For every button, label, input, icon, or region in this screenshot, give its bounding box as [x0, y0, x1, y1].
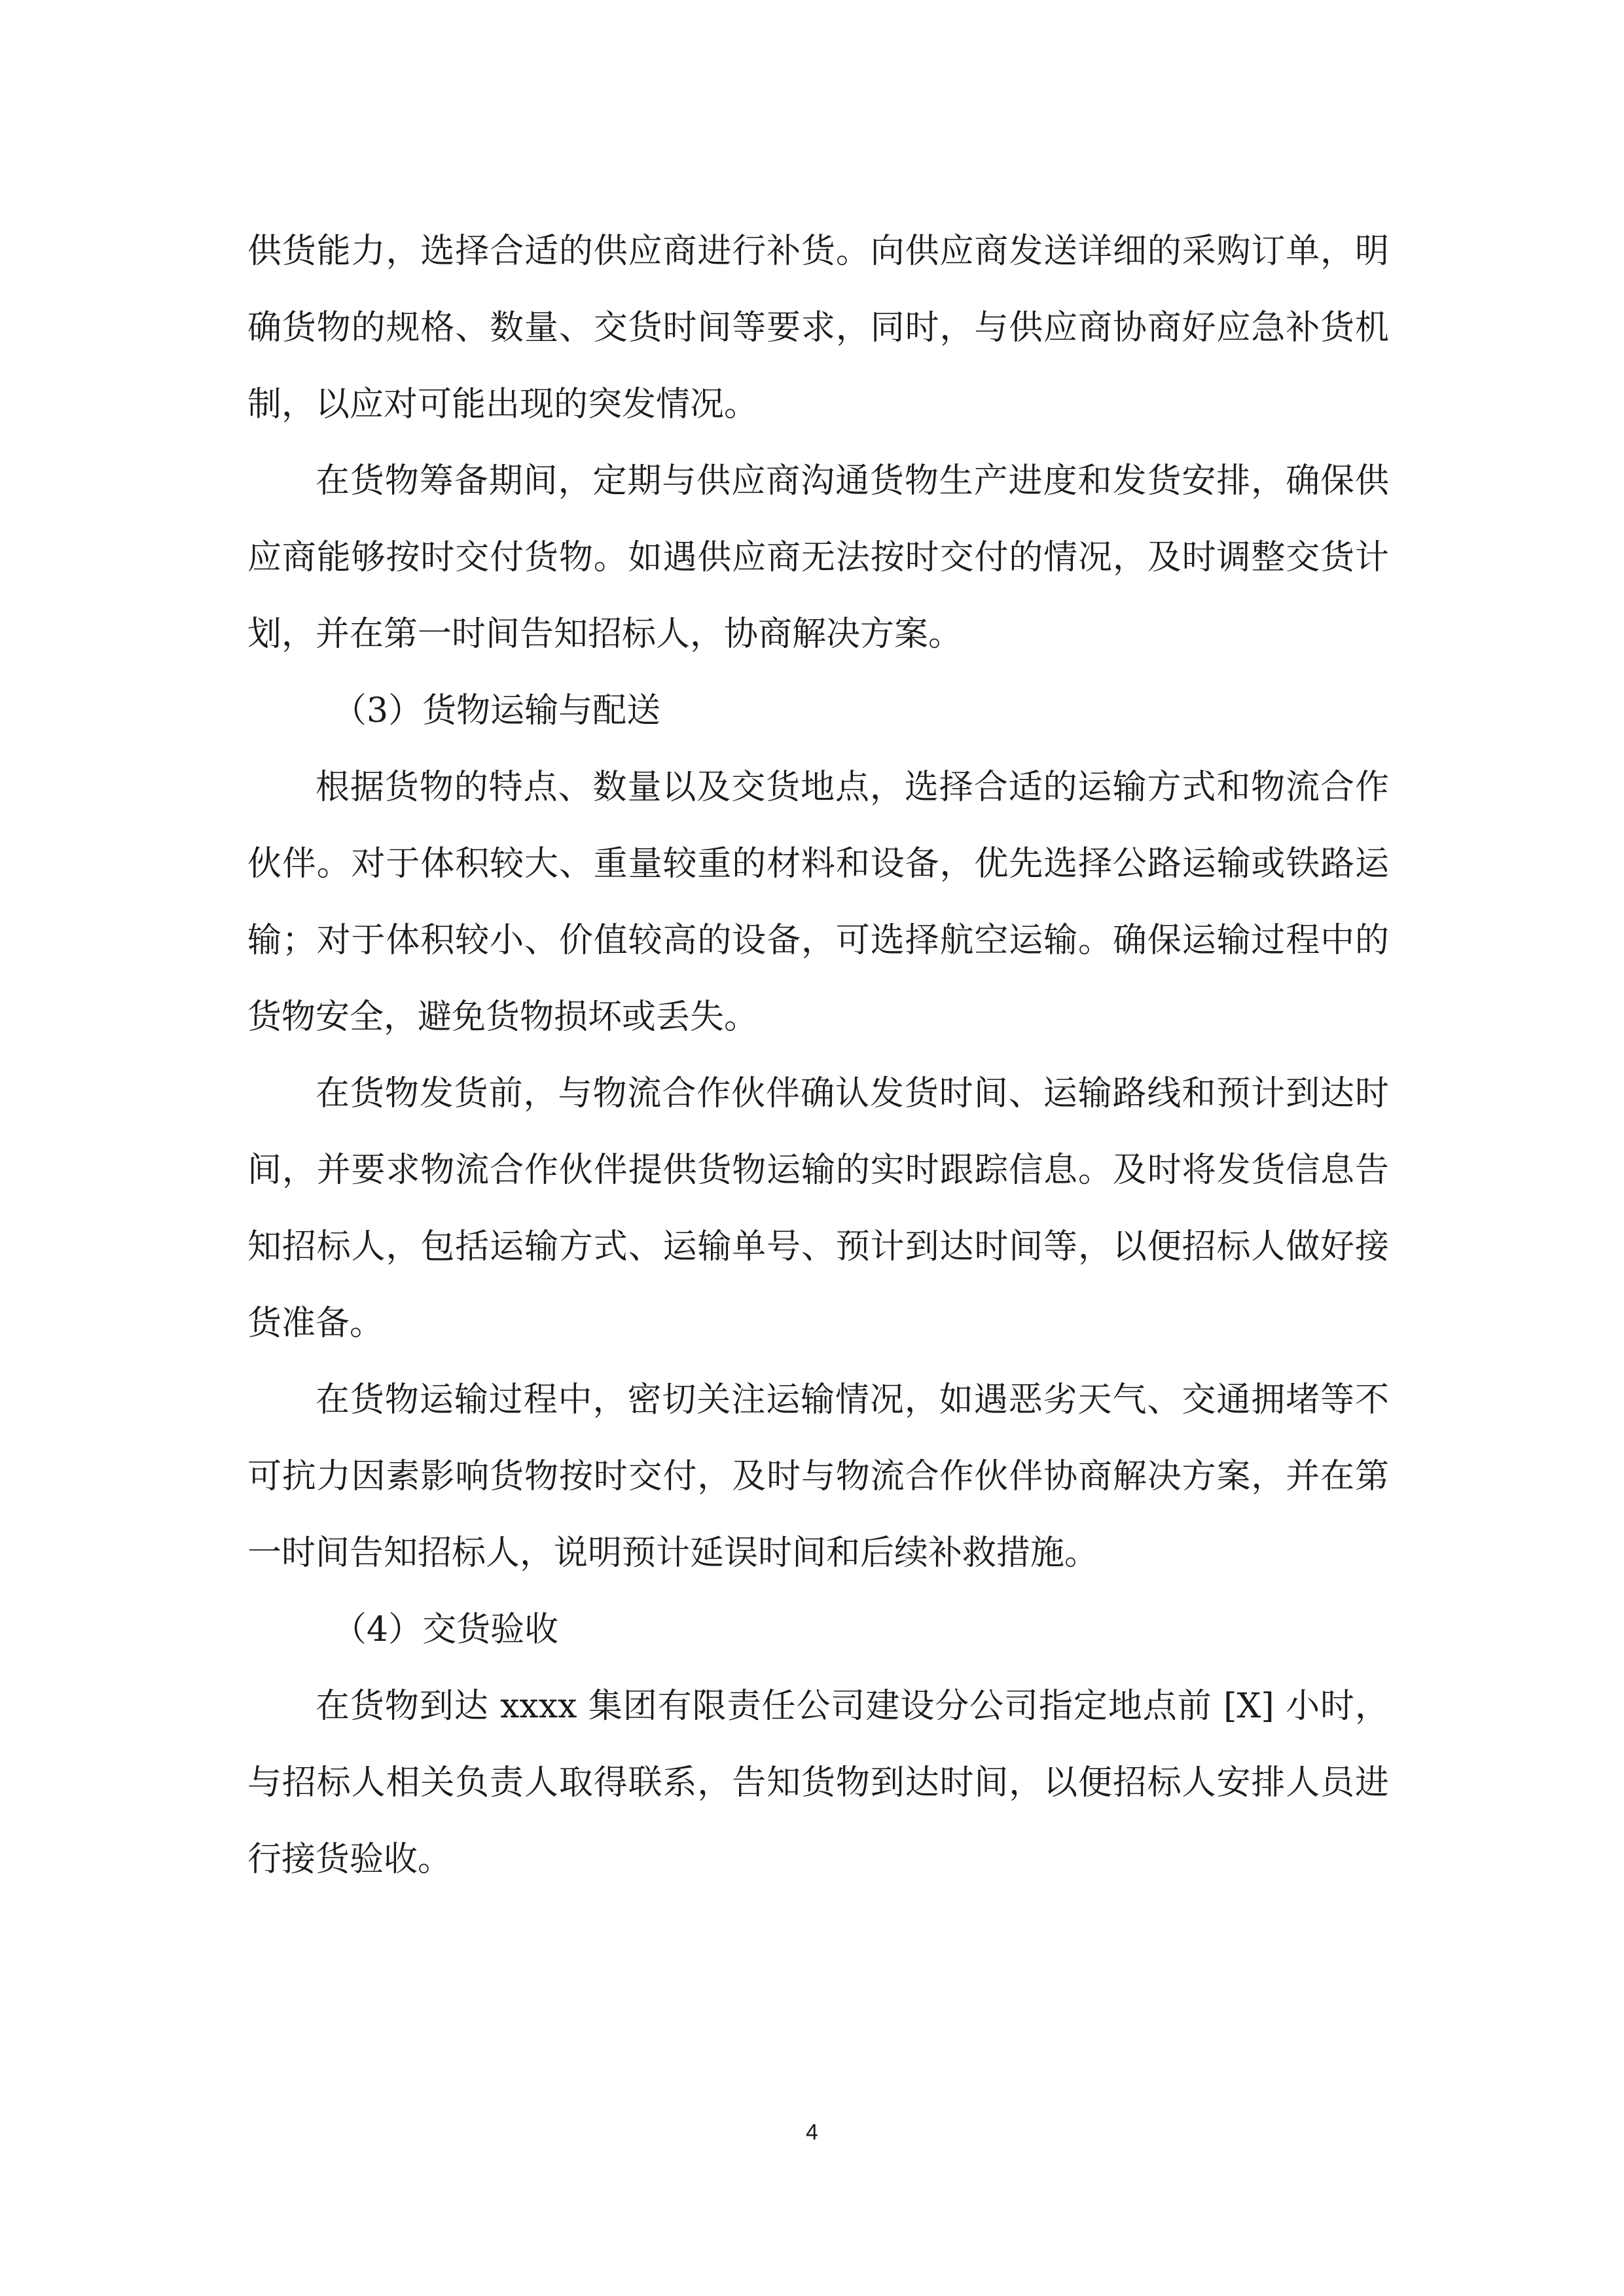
section-heading-transport: （3）货物运输与配送 [333, 691, 661, 730]
paragraph-supplier-replenishment: 供货能力，选择合适的供应商进行补货。向供应商发送详细的采购订单，明确货物的规格、数量、交货时间等要求，同时，与供应商协商好应急补货机制，以应对可能出现的突发情况。 [247, 232, 1389, 424]
paragraph-delivery-notice: 在货物到达 xxxx 集团有限责任公司建设分公司指定地点前 [X] 小时，与招标人相关负责人取得联系，告知货物到达时间，以便招标人安排人员进行接货验收。 [247, 1687, 1389, 1879]
page-number: 4 [806, 2120, 818, 2145]
paragraph-transport-method: 根据货物的特点、数量以及交货地点，选择合适的运输方式和物流合作伙伴。对于体积较大、重量较重的材料和设备，优先选择公路运输或铁路运输；对于体积较小、价值较高的设备，可选择航空运输。确保运输过程中的货物安全，避免货物损坏或丢失。 [247, 768, 1389, 1037]
paragraph-goods-preparation: 在货物筹备期间，定期与供应商沟通货物生产进度和发货安排，确保供应商能够按时交付货物。如遇供应商无法按时交付的情况，及时调整交货计划，并在第一时间告知招标人，协商解决方案。 [247, 461, 1389, 654]
document-body [247, 213, 1389, 1898]
section-heading-acceptance: （4）交货验收 [333, 1610, 559, 1649]
paragraph-shipping-confirmation: 在货物发货前，与物流合作伙伴确认发货时间、运输路线和预计到达时间，并要求物流合作伙伴提供货物运输的实时跟踪信息。及时将发货信息告知招标人，包括运输方式、运输单号、预计到达时间等，以便招标人做好接货准备。 [247, 1074, 1389, 1343]
paragraph-transport-monitoring: 在货物运输过程中，密切关注运输情况，如遇恶劣天气、交通拥堵等不可抗力因素影响货物按时交付，及时与物流合作伙伴协商解决方案，并在第一时间告知招标人，说明预计延误时间和后续补救措施。 [247, 1380, 1389, 1573]
